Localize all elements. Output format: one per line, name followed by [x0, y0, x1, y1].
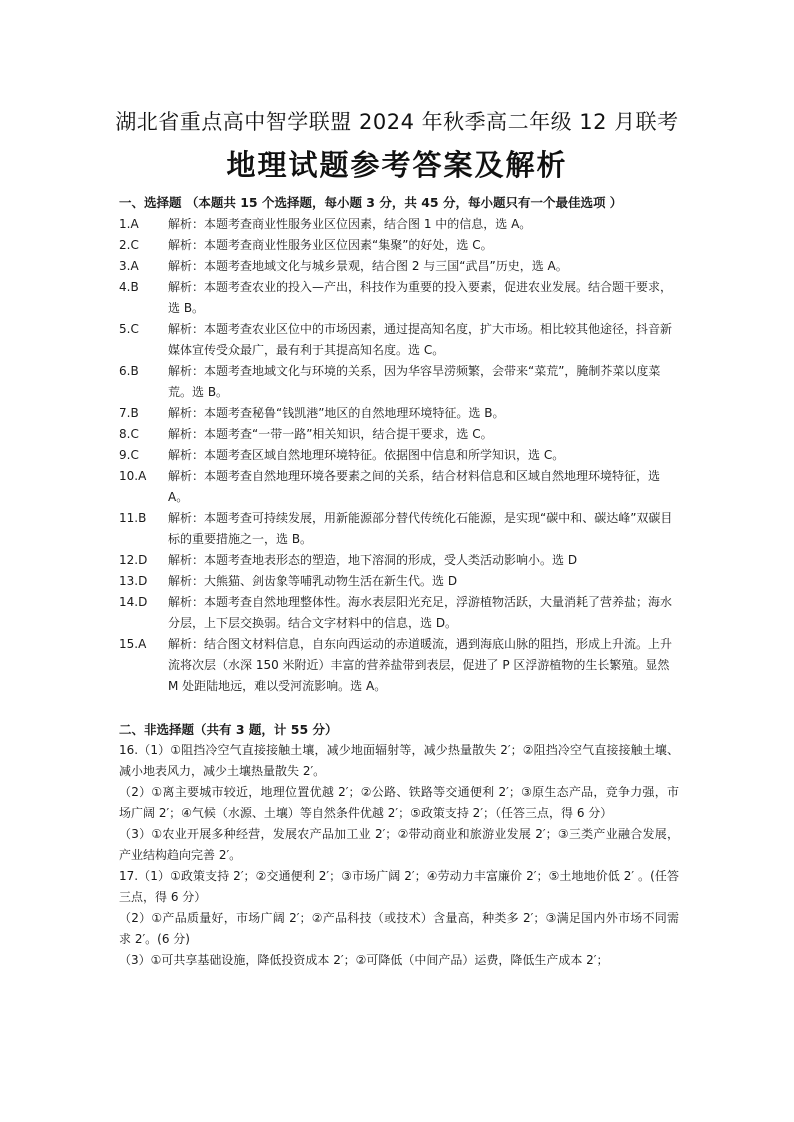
section-heading-choice: 一、选择题 （本题共 15 个选择题，每小题 3 分，共 45 分，每小题只有一个最佳选项 ） — [119, 195, 623, 210]
answer-item — [119, 277, 679, 319]
answer-explanation: 解析：本题考查自然地理整体性。海水表层阳光充足，浮游植物活跃，大量消耗了营养盐；海水分层，上下层交换弱。结合文字材料中的信息，选 D。 — [168, 595, 673, 630]
document-title: 地理试题参考答案及解析 — [226, 148, 568, 182]
answer-number: 7.B — [119, 406, 139, 420]
answer-number: 14.D — [119, 595, 148, 609]
answer-explanation: 解析：结合图文材料信息，自东向西运动的赤道暖流，遇到海底山脉的阻挡，形成上升流。上升流将次层（水深 150 米附近）丰富的营养盐带到表层，促进了 P 区浮游植物的生长繁殖。显然 M 处距陆地远，难以受河流影响。选 A。 — [168, 637, 673, 693]
answer-explanation: 解析：本题考查地表形态的塑造，地下溶洞的形成，受人类活动影响小。选 D — [168, 553, 578, 567]
answer-item — [119, 361, 679, 403]
answer-explanation: 解析：本题考查“一带一路”相关知识，结合提干要求，选 C。 — [168, 427, 493, 441]
answer-explanation: 解析：本题考查秘鲁“钱凯港”地区的自然地理环境特征。选 B。 — [168, 406, 505, 420]
section-heading-nonchoice: 二、非选择题（共有 3 题，计 55 分） — [119, 722, 338, 737]
answer-item — [119, 508, 679, 550]
answer-item — [119, 424, 679, 445]
answer-item — [119, 403, 679, 424]
answer-item — [119, 634, 679, 697]
answer-number: 15.A — [119, 637, 147, 651]
exam-header-title: 湖北省重点高中智学联盟 2024 年秋季高二年级 12 月联考 — [115, 110, 679, 134]
answer-item — [119, 550, 679, 571]
answer-explanation: 解析：本题考查农业区位中的市场因素，通过提高知名度，扩大市场。相比较其他途径，抖音新媒体宣传受众最广，最有利于其提高知名度。选 C。 — [168, 322, 673, 357]
answer-item — [119, 466, 679, 508]
answer-explanation: 解析：本题考查可持续发展，用新能源部分替代传统化石能源，是实现“碳中和、碳达峰”双碳目标的重要措施之一，选 B。 — [168, 511, 673, 546]
answer-paragraph: （3）①可共享基础设施，降低投资成本 2′；②可降低（中间产品）运费，降低生产成本 2′； — [119, 953, 609, 967]
answer-item — [119, 214, 679, 235]
answer-paragraph: （2）①离主要城市较近，地理位置优越 2′；②公路、铁路等交通便利 2′；③原生态产品，竞争力强，市场广阔 2′；④气候（水源、土壤）等自然条件优越 2′；⑤政策支持 2′；（任答三点，得 6 分） — [119, 785, 679, 820]
section-spacer — [119, 697, 679, 718]
answer-item — [119, 256, 679, 277]
answer-number: 11.B — [119, 511, 147, 525]
answer-paragraph: 16.（1）①阻挡冷空气直接接触土壤，减少地面辐射等，减少热量散失 2′；②阻挡冷空气直接接触土壤、减小地表风力，减少土壤热量散失 2′。 — [119, 743, 679, 778]
answer-number: 3.A — [119, 259, 139, 273]
answer-paragraph: 17.（1）①政策支持 2′；②交通便利 2′；③市场广阔 2′；④劳动力丰富廉价 2′；⑤土地地价低 2′ 。(任答三点，得 6 分） — [119, 869, 679, 904]
answer-number: 13.D — [119, 574, 148, 588]
answer-item — [119, 571, 679, 592]
answer-content — [119, 193, 679, 971]
answer-item — [119, 592, 679, 634]
answer-item — [119, 319, 679, 361]
answer-paragraph: （3）①农业开展多种经营，发展农产品加工业 2′；②带动商业和旅游业发展 2′；③三类产业融合发展，产业结构趋向完善 2′。 — [119, 827, 679, 862]
answer-number: 1.A — [119, 217, 139, 231]
answer-explanation: 解析：本题考查农业的投入—产出，科技作为重要的投入要素，促进农业发展。结合题干要求，选 B。 — [168, 280, 673, 315]
answer-number: 2.C — [119, 238, 139, 252]
answer-explanation: 解析：本题考查地域文化与环境的关系，因为华容旱涝频繁，会带来“菜荒”，腌制芥菜以度菜荒。选 B。 — [168, 364, 661, 399]
answer-number: 4.B — [119, 280, 139, 294]
answer-explanation: 解析：本题考查商业性服务业区位因素，结合图 1 中的信息，选 A。 — [168, 217, 532, 231]
answer-explanation: 解析：本题考查商业性服务业区位因素“集聚”的好处，选 C。 — [168, 238, 493, 252]
answer-item — [119, 445, 679, 466]
answer-number: 8.C — [119, 427, 139, 441]
answer-number: 12.D — [119, 553, 148, 567]
answer-number: 6.B — [119, 364, 139, 378]
answer-explanation: 解析：本题考查地域文化与城乡景观，结合图 2 与三国“武昌”历史，选 A。 — [168, 259, 568, 273]
answer-item — [119, 235, 679, 256]
answer-explanation: 解析：本题考查区域自然地理环境特征。依据图中信息和所学知识，选 C。 — [168, 448, 565, 462]
answer-explanation: 解析：本题考查自然地理环境各要素之间的关系，结合材料信息和区域自然地理环境特征，选 A。 — [168, 469, 661, 504]
answer-explanation: 解析：大熊猫、剑齿象等哺乳动物生活在新生代。选 D — [168, 574, 458, 588]
answer-paragraph: （2）①产品质量好，市场广阔 2′；②产品科技（或技术）含量高，种类多 2′；③满足国内外市场不同需求 2′。(6 分) — [119, 911, 679, 946]
answer-number: 5.C — [119, 322, 139, 336]
answer-number: 10.A — [119, 469, 147, 483]
answer-number: 9.C — [119, 448, 139, 462]
